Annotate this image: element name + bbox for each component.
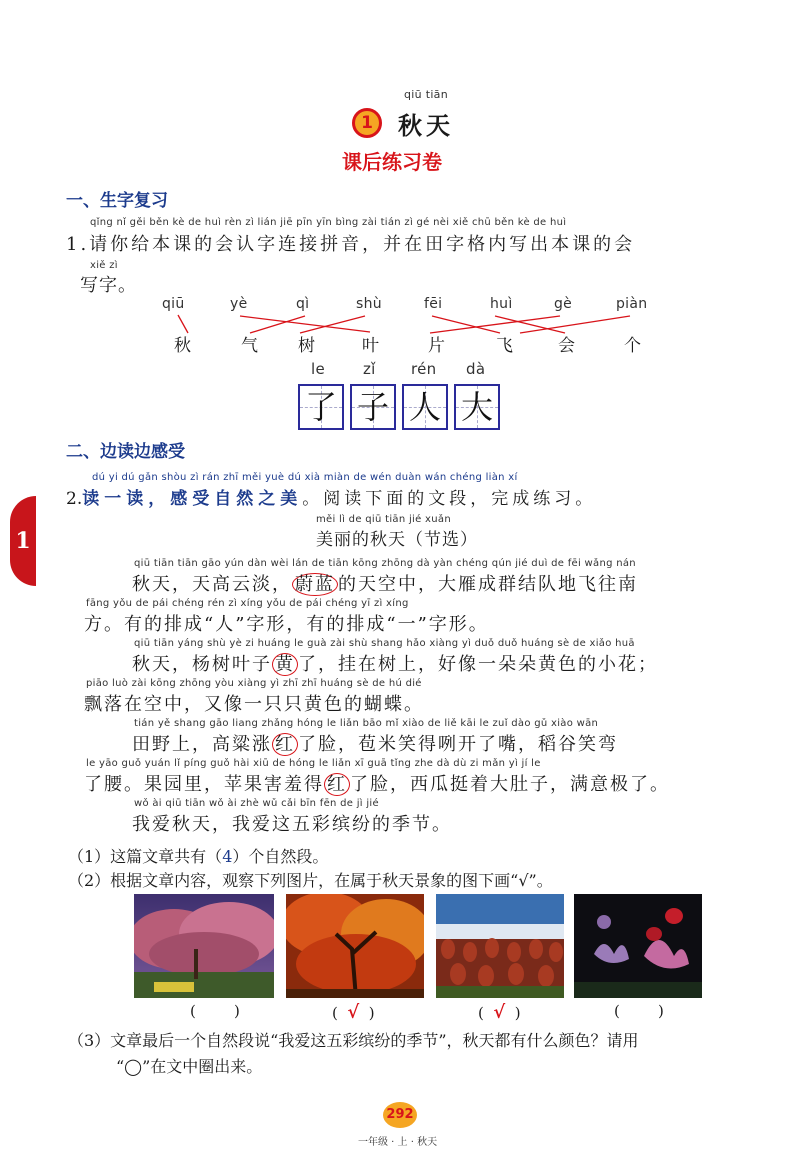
footer-caption: 一年级 · 上 · 秋天 — [358, 1137, 438, 1148]
tianzige-box — [402, 384, 448, 430]
q2-bold-text: 读一读，感受自然之美 — [82, 489, 303, 509]
match-char-qi: 气 — [241, 336, 259, 356]
answer-paragraph-count: 4 — [222, 847, 233, 866]
title-pinyin: qiū tiān — [404, 88, 448, 101]
section2-heading: 二、边读边感受 — [66, 442, 185, 462]
check-mark: √ — [493, 1002, 506, 1023]
passage-line: 秋天，杨树叶子 黄 了，挂在树上，好像一朵朵黄色的小花； — [132, 654, 658, 675]
written-char: 人 — [408, 388, 441, 426]
match-pinyin-ye: yè — [230, 296, 248, 312]
match-pinyin-qiu: qiū — [162, 296, 185, 312]
lesson-number-badge: 1 — [352, 108, 382, 138]
passage-line: 方。有的排成“人”字形，有的排成“一”字形。 — [84, 614, 489, 635]
write-pinyin-zi: zǐ — [363, 360, 376, 378]
passage-title: 美丽的秋天（节选） — [316, 530, 478, 550]
q2-line — [66, 484, 596, 509]
answer-paren-2: ( √ ) — [332, 1002, 375, 1023]
match-char-hui: 会 — [558, 336, 576, 356]
sub-question-3-line2: “◯”在文中圈出来。 — [116, 1057, 263, 1076]
q2-number: 2. — [66, 489, 83, 509]
match-char-qiu: 秋 — [174, 336, 192, 356]
blossom-tree-photo — [134, 894, 274, 998]
red-autumn-tree-photo — [286, 894, 424, 998]
passage-line: 飘落在空中，又像一只只黄色的蝴蝶。 — [84, 694, 424, 715]
passage-pinyin: qiū tiān yáng shù yè zi huáng le guà zài shù shang hǎo xiàng yì duǒ duǒ huáng sè de xiǎo huā — [134, 638, 635, 649]
section1-heading: 一、生字复习 — [66, 191, 168, 211]
q1-text-line1: 1.请你给本课的会认字连接拼音，并在田字格内写出本课的会 — [66, 234, 636, 255]
match-char-shu: 树 — [298, 336, 316, 356]
match-pinyin-hui: huì — [490, 296, 513, 312]
written-char: 大 — [460, 388, 493, 426]
matching-lines — [0, 0, 800, 400]
passage-pinyin: qiū tiān tiān gāo yún dàn wèi lán de tiān kōng zhōng dà yàn chéng qún jié duì de fēi wǎng nán — [134, 558, 636, 569]
sub-question-3-line1: （3）文章最后一个自然段说“我爱这五彩缤纷的季节”，秋天都有什么颜色？请用 — [68, 1031, 639, 1050]
lesson-title: 秋天 — [398, 112, 454, 140]
page-number: 292 — [383, 1102, 417, 1128]
lotus-flower-photo — [574, 894, 702, 998]
match-pinyin-ge: gè — [554, 296, 573, 312]
tianzige-box — [350, 384, 396, 430]
q1-pinyin-line1: qǐng nǐ gěi běn kè de huì rèn zì lián jiē pīn yīn bìng zài tián zì gé nèi xiě chū běn kè de huì — [90, 217, 567, 228]
write-pinyin-ren: rén — [411, 360, 437, 378]
passage-pinyin: fāng yǒu de pái chéng rén zì xíng yǒu de pái chéng yī zì xíng — [86, 598, 409, 609]
q2-rest-text: 。阅读下面的文段，完成练习。 — [302, 489, 597, 509]
match-char-pian: 片 — [428, 336, 446, 356]
q1-pinyin-line2: xiě zì — [90, 260, 118, 271]
check-mark: √ — [347, 1002, 360, 1023]
sorghum-field-photo — [436, 894, 564, 998]
match-char-ge: 个 — [624, 336, 642, 356]
match-pinyin-shu: shù — [356, 296, 382, 312]
match-pinyin-fei: fēi — [424, 296, 443, 312]
passage-pinyin: tián yě shang gāo liang zhǎng hóng le liǎn bāo mǐ xiào de liě kāi le zuǐ dào gǔ xiào wān — [134, 718, 599, 729]
passage-title-pinyin: měi lì de qiū tiān jié xuǎn — [316, 514, 451, 525]
write-pinyin-da: dà — [466, 360, 486, 378]
match-char-fei: 飞 — [496, 336, 514, 356]
circled-word: 红 — [324, 773, 350, 796]
sub-question-1: （1）这篇文章共有（4）个自然段。 — [68, 847, 329, 866]
passage-pinyin: piāo luò zài kōng zhōng yòu xiàng yì zhī zhī huáng sè de hú dié — [86, 678, 422, 689]
passage-line: 我爱秋天，我爱这五彩缤纷的季节。 — [132, 814, 452, 835]
match-pinyin-pian: piàn — [616, 296, 648, 312]
passage-pinyin: wǒ ài qiū tiān wǒ ài zhè wǔ cǎi bīn fēn de jì jié — [134, 798, 379, 809]
circled-word: 蔚蓝 — [292, 573, 338, 596]
passage-pinyin: le yāo guǒ yuán lǐ píng guǒ hài xiū de hóng le liǎn xī guā tǐng zhe dà dù zi mǎn yì jí le — [86, 758, 541, 769]
match-pinyin-qi: qì — [296, 296, 310, 312]
tianzige-box — [298, 384, 344, 430]
answer-paren-1: ( ) — [190, 1002, 240, 1020]
write-pinyin-le: le — [311, 360, 325, 378]
q2-pinyin: dú yi dú gǎn shòu zì rán zhī měi yuè dú xià miàn de wén duàn wán chéng liàn xí — [92, 472, 518, 483]
written-char: 了 — [304, 388, 337, 426]
answer-paren-3: ( √ ) — [478, 1002, 521, 1023]
chapter-tab: 1 — [10, 496, 36, 586]
passage-line: 了腰。果园里，苹果害羞得 红 了脸，西瓜挺着大肚子，满意极了。 — [84, 774, 670, 795]
q1-text-line2: 写字。 — [80, 275, 137, 296]
circled-word: 黄 — [272, 653, 298, 676]
sub-question-2: （2）根据文章内容，观察下列图片，在属于秋天景象的图下画“√”。 — [68, 871, 553, 890]
passage-line: 秋天，天高云淡， 蔚蓝 的天空中，大雁成群结队地飞往南 — [132, 574, 638, 595]
circled-word: 红 — [272, 733, 298, 756]
page-subtitle: 课后练习卷 — [342, 150, 442, 174]
passage-line: 田野上，高粱涨 红 了脸，苞米笑得咧开了嘴，稻谷笑弯 — [132, 734, 618, 755]
answer-paren-4: ( ) — [614, 1002, 664, 1020]
written-char: 子 — [356, 388, 389, 426]
tianzige-box — [454, 384, 500, 430]
match-char-ye: 叶 — [362, 336, 380, 356]
